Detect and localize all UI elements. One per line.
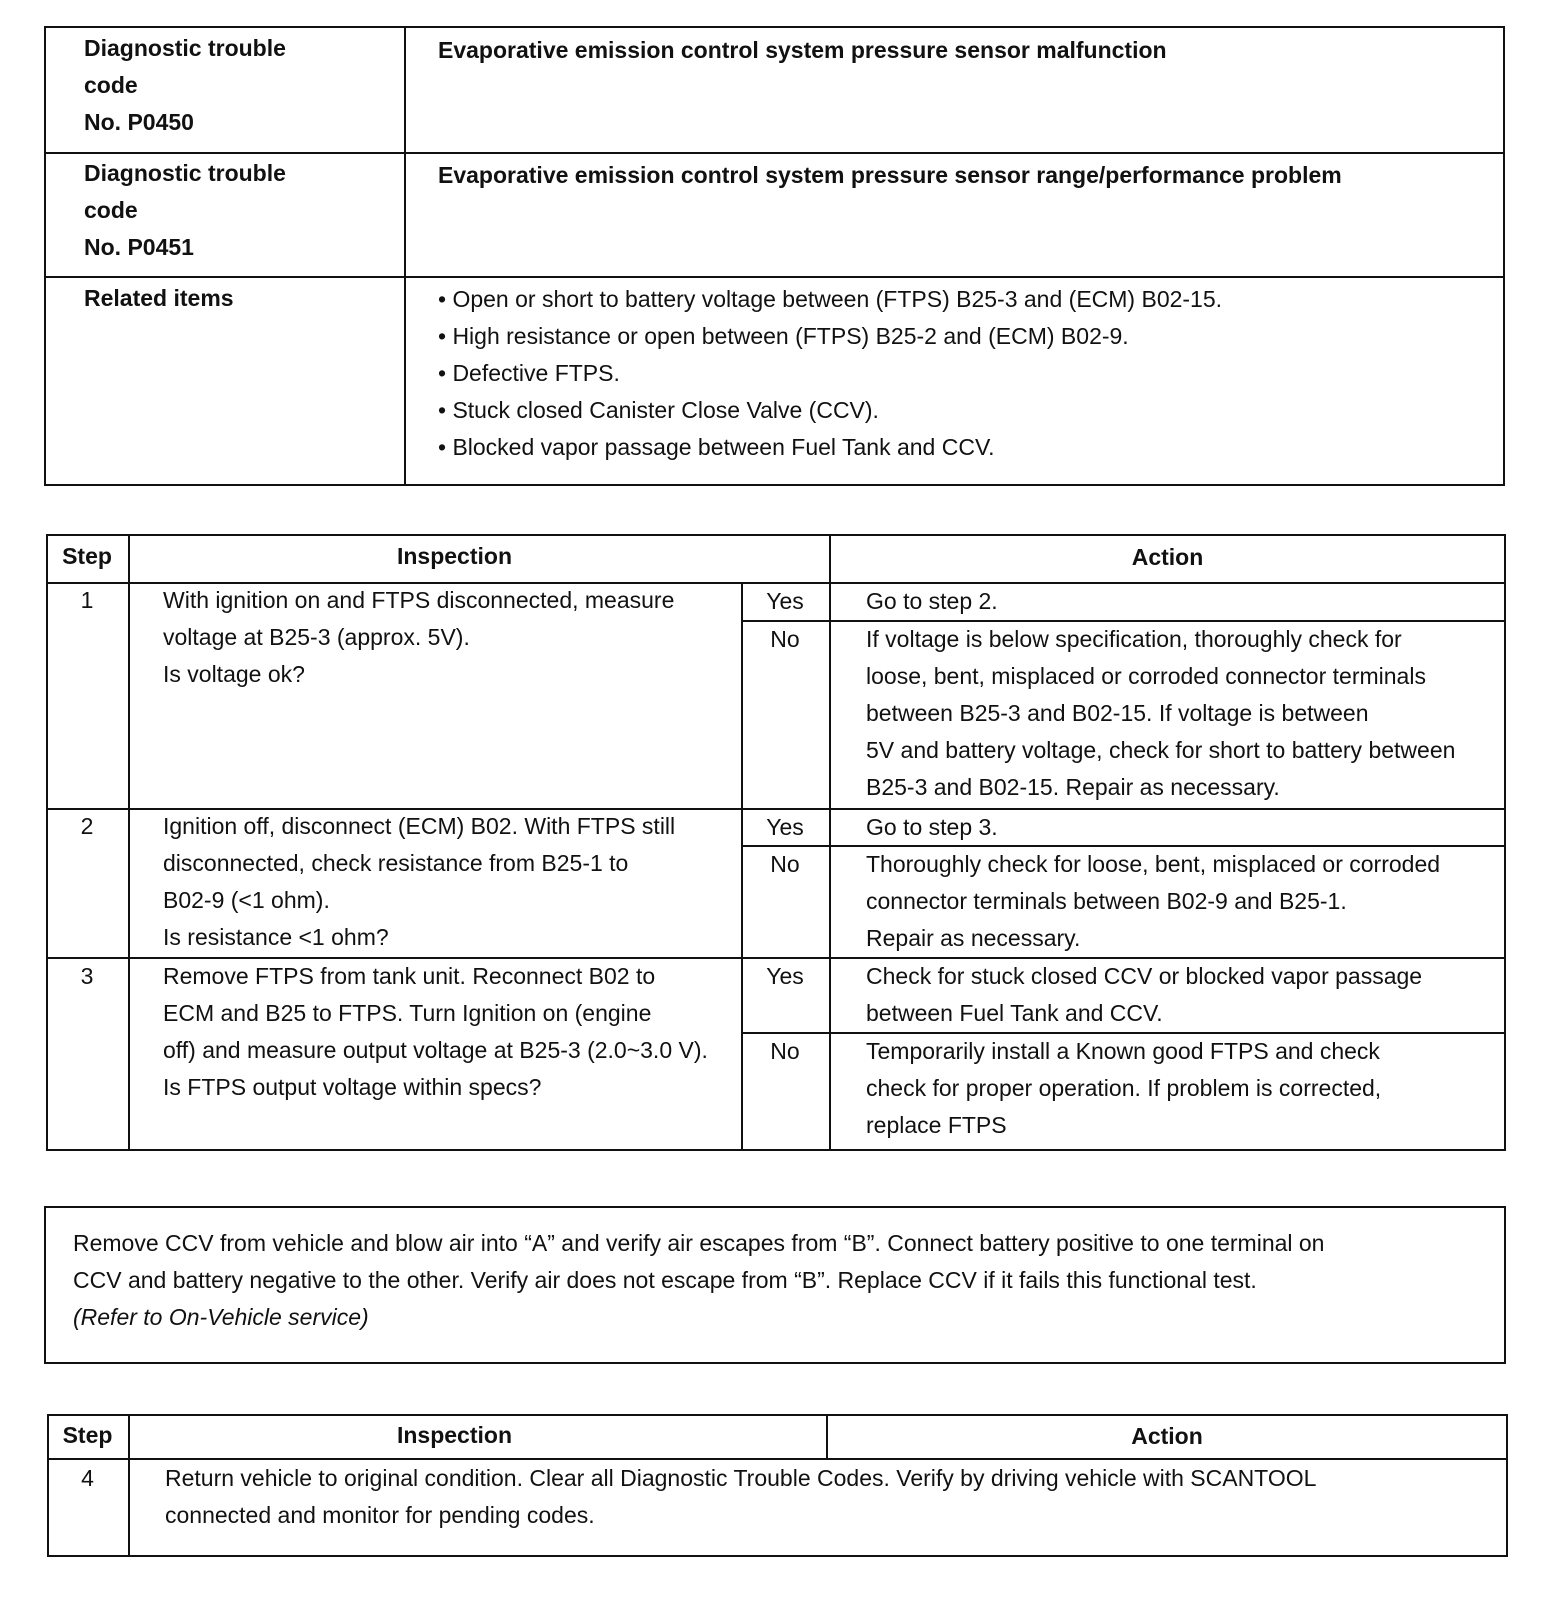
step-number: 3 (80, 963, 94, 989)
header-step: Step (62, 1422, 113, 1448)
step-2-no-label: No (770, 851, 800, 877)
related-item: • Blocked vapor passage between Fuel Tank and CCV. (438, 434, 995, 460)
dtc-code-label-p0450: Diagnostic trouble code No. P0450 (84, 35, 286, 135)
dtc-description-p0450: Evaporative emission control system pressure sensor malfunction (438, 37, 1167, 63)
step-1-inspection: With ignition on and FTPS disconnected, measure voltage at B25-3 (approx. 5V). Is voltage ok? (163, 587, 675, 687)
step-2-inspection: Ignition off, disconnect (ECM) B02. With FTPS still disconnected, check resistance from B25-1 to B02-9 (<1 ohm). Is resistance <1 ohm? (163, 813, 676, 950)
step-number: 1 (80, 587, 94, 613)
step-3-no-label: No (770, 1038, 800, 1064)
dtc-row-divider (44, 276, 1505, 278)
step-number: 4 (81, 1465, 94, 1491)
step-3-yes-action: Check for stuck closed CCV or blocked vapor passage between Fuel Tank and CCV. (866, 963, 1423, 1026)
related-item: • Stuck closed Canister Close Valve (CCV). (438, 397, 879, 423)
related-item: • Defective FTPS. (438, 360, 620, 386)
related-items-label: Related items (84, 285, 234, 311)
dtc-row-divider (44, 152, 1505, 154)
step-number: 2 (80, 813, 94, 839)
step-2-yes-action: Go to step 3. (866, 814, 998, 840)
header-inspection: Inspection (396, 1422, 512, 1448)
header-inspection: Inspection (396, 543, 512, 569)
dtc-table-divider (404, 26, 406, 486)
step-4-inspection: Return vehicle to original condition. Clear all Diagnostic Trouble Codes. Verify by driving vehicle with SCANTOOL connected and monitor for pending codes. (165, 1465, 1317, 1528)
related-item: • Open or short to battery voltage between (FTPS) B25-3 and (ECM) B02-15. (438, 286, 1223, 312)
step-1-no-label: No (770, 626, 800, 652)
step-3-inspection: Remove FTPS from tank unit. Reconnect B02 to ECM and B25 to FTPS. Turn Ignition on (engine off) and measure output voltage at B25-3 (2.0~3.0 V). Is FTPS output voltage within specs? (163, 963, 708, 1100)
service-reference: (Refer to On-Vehicle service) (73, 1304, 369, 1330)
ccv-test-note-text: Remove CCV from vehicle and blow air into “A” and verify air escapes from “B”. Connect battery positive to one terminal on CCV and battery negative to the other. Verify air does not escape from “B”. Replace CCV if it fails this functional test. (Refer to On-Vehicle service) (73, 1225, 1324, 1336)
step-3-no-action: Temporarily install a Known good FTPS and check check for proper operation. If problem is corrected, replace FTPS (866, 1038, 1382, 1138)
header-action: Action (1131, 544, 1204, 570)
step-1-no-action: If voltage is below specification, thoroughly check for loose, bent, misplaced or corroded connector terminals between B25-3 and B02-15. If voltage is between 5V and battery voltage, check for short to battery between B25-3 and B02-15. Repair as necessary. (866, 626, 1456, 800)
related-items-list (438, 281, 1222, 466)
step-1-yes-action: Go to step 2. (866, 588, 998, 614)
step-2-yes-label: Yes (766, 814, 804, 840)
header-step: Step (62, 543, 112, 569)
step-1-yes-label: Yes (766, 588, 804, 614)
header-action: Action (1131, 1423, 1203, 1449)
step-2-no-action: Thoroughly check for loose, bent, misplaced or corroded connector terminals between B02-9 and B25-1. Repair as necessary. (866, 851, 1441, 951)
action-column-divider (829, 534, 831, 1151)
dtc-description-p0451: Evaporative emission control system pressure sensor range/performance problem (438, 162, 1342, 188)
step-column-divider (128, 534, 130, 1151)
step-3-yes-label: Yes (766, 963, 804, 989)
related-item: • High resistance or open between (FTPS) B25-2 and (ECM) B02-9. (438, 323, 1129, 349)
dtc-code-label-p0451: Diagnostic trouble code No. P0451 (84, 160, 286, 260)
